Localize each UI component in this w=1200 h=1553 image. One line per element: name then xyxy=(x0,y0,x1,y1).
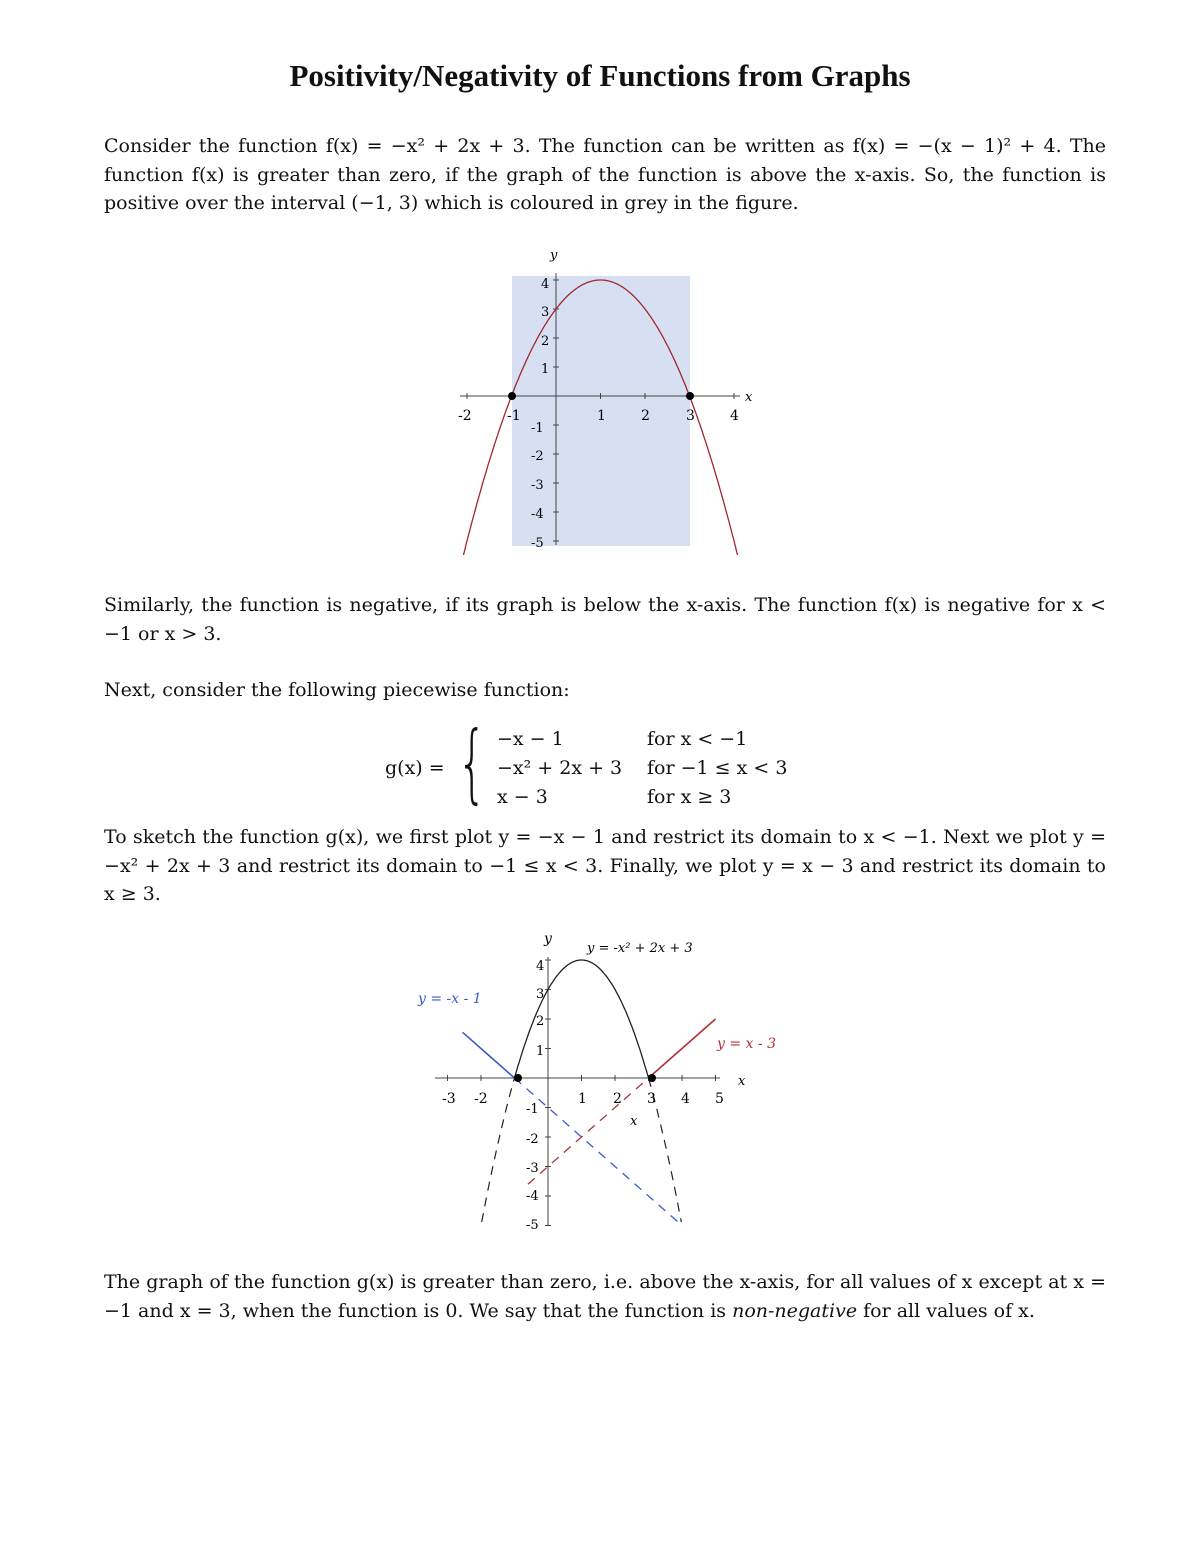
y-tick-label: -1 xyxy=(531,421,544,436)
y-tick-label: -2 xyxy=(526,1132,539,1147)
piece-expression: −x − 1 xyxy=(497,728,564,750)
conclusion-text-end: for all values of x. xyxy=(857,1299,1035,1322)
x-tick-label: 1 xyxy=(597,408,606,424)
x-tick-label: 5 xyxy=(715,1091,724,1107)
x-tick-label: 4 xyxy=(681,1091,690,1107)
y-axis-label: y xyxy=(544,931,552,947)
y-tick-label: 4 xyxy=(541,277,550,292)
piecewise-lhs: g(x) = xyxy=(385,757,445,779)
x-tick-label: -3 xyxy=(442,1091,456,1107)
y-tick-label: 2 xyxy=(541,334,550,349)
conclusion-text: The graph of the function g(x) is greater than zero, i.e. above the x-axis, for all values of x except at x = −1 and x = 3, when the function is 0. We say that the function is xyxy=(104,1271,1106,1322)
x-tick-label: -2 xyxy=(458,408,472,424)
y-tick-label: -3 xyxy=(531,478,544,493)
root-point xyxy=(686,392,694,400)
x-tick-label: 1 xyxy=(578,1091,587,1107)
y-tick-label: -4 xyxy=(531,507,544,522)
page-title: Positivity/Negativity of Functions from Graphs xyxy=(289,58,911,93)
y-tick-label: 3 xyxy=(541,305,550,320)
y-tick-label: -5 xyxy=(526,1218,539,1233)
intro-paragraph: Consider the function f(x) = −x² + 2x + 3. The function can be written as f(x) = −(x − 1)² + 4. The function f(x) is greater than zero, if the graph of the function is above the x-axis. So, the function is positive over the interval (−1, 3) which is coloured in grey in the figure. xyxy=(104,135,1106,214)
dashed-left-line-extension xyxy=(515,1078,683,1226)
parabola-label: y = -x² + 2x + 3 xyxy=(587,941,693,956)
x-tick-label: -2 xyxy=(474,1091,488,1107)
brace-icon: { xyxy=(457,713,488,813)
root-point xyxy=(514,1074,522,1082)
x-tick-label: 2 xyxy=(641,408,650,424)
sketch-paragraph: To sketch the function g(x), we first plot y = −x − 1 and restrict its domain to x < −1. Next we plot y = −x² + 2x + 3 and restrict its domain to −1 ≤ x < 3. Finally, we plot y = x − 3 and restrict its domain to x ≥ 3. xyxy=(104,826,1106,905)
x-tick-label: 3 xyxy=(686,408,695,424)
y-tick-label: 1 xyxy=(541,362,550,377)
x-label-mid: x xyxy=(630,1114,638,1129)
piecewise-intro: Next, consider the following piecewise function: xyxy=(104,679,570,701)
parabola-figure xyxy=(440,245,780,555)
left-line-label: y = -x - 1 xyxy=(418,991,482,1007)
right-line-label: y = x - 3 xyxy=(717,1036,776,1052)
x-axis-label: x xyxy=(745,390,753,405)
x-tick-label: 3 xyxy=(647,1091,656,1107)
piece-expression: x − 3 xyxy=(497,786,548,808)
y-tick-label: 2 xyxy=(536,1014,545,1029)
parabola-piece xyxy=(515,960,649,1078)
x-tick-label: 2 xyxy=(613,1091,622,1107)
piecewise-figure xyxy=(410,925,810,1240)
x-tick-label: 4 xyxy=(730,408,739,424)
piece-condition: for −1 ≤ x < 3 xyxy=(647,757,788,779)
y-tick-label: 4 xyxy=(536,959,545,974)
root-point xyxy=(648,1074,656,1082)
x-axis-label: x xyxy=(738,1074,746,1089)
piece-condition: for x < −1 xyxy=(647,728,748,750)
y-tick-label: -5 xyxy=(531,536,544,551)
piecewise-definition xyxy=(385,713,835,814)
y-tick-label: -4 xyxy=(526,1189,539,1204)
conclusion-paragraph xyxy=(104,1268,1106,1325)
right-line-piece xyxy=(649,1019,716,1078)
negative-paragraph: Similarly, the function is negative, if its graph is below the x-axis. The function f(x) is negative for x < −1 or x > 3. xyxy=(104,594,1106,645)
emphasis-term: non-negative xyxy=(732,1299,858,1322)
x-tick-label: -1 xyxy=(507,408,521,424)
y-axis-label: y xyxy=(550,248,558,263)
y-tick-label: -1 xyxy=(526,1102,539,1117)
y-tick-label: 1 xyxy=(536,1044,545,1059)
y-tick-label: -2 xyxy=(531,449,544,464)
y-tick-label: 3 xyxy=(536,987,545,1002)
dashed-right-line-extension xyxy=(528,1078,649,1184)
piece-expression: −x² + 2x + 3 xyxy=(497,757,623,779)
piece-condition: for x ≥ 3 xyxy=(647,786,732,808)
root-point xyxy=(508,392,516,400)
y-tick-label: -3 xyxy=(526,1161,539,1176)
left-line-piece xyxy=(463,1032,515,1078)
